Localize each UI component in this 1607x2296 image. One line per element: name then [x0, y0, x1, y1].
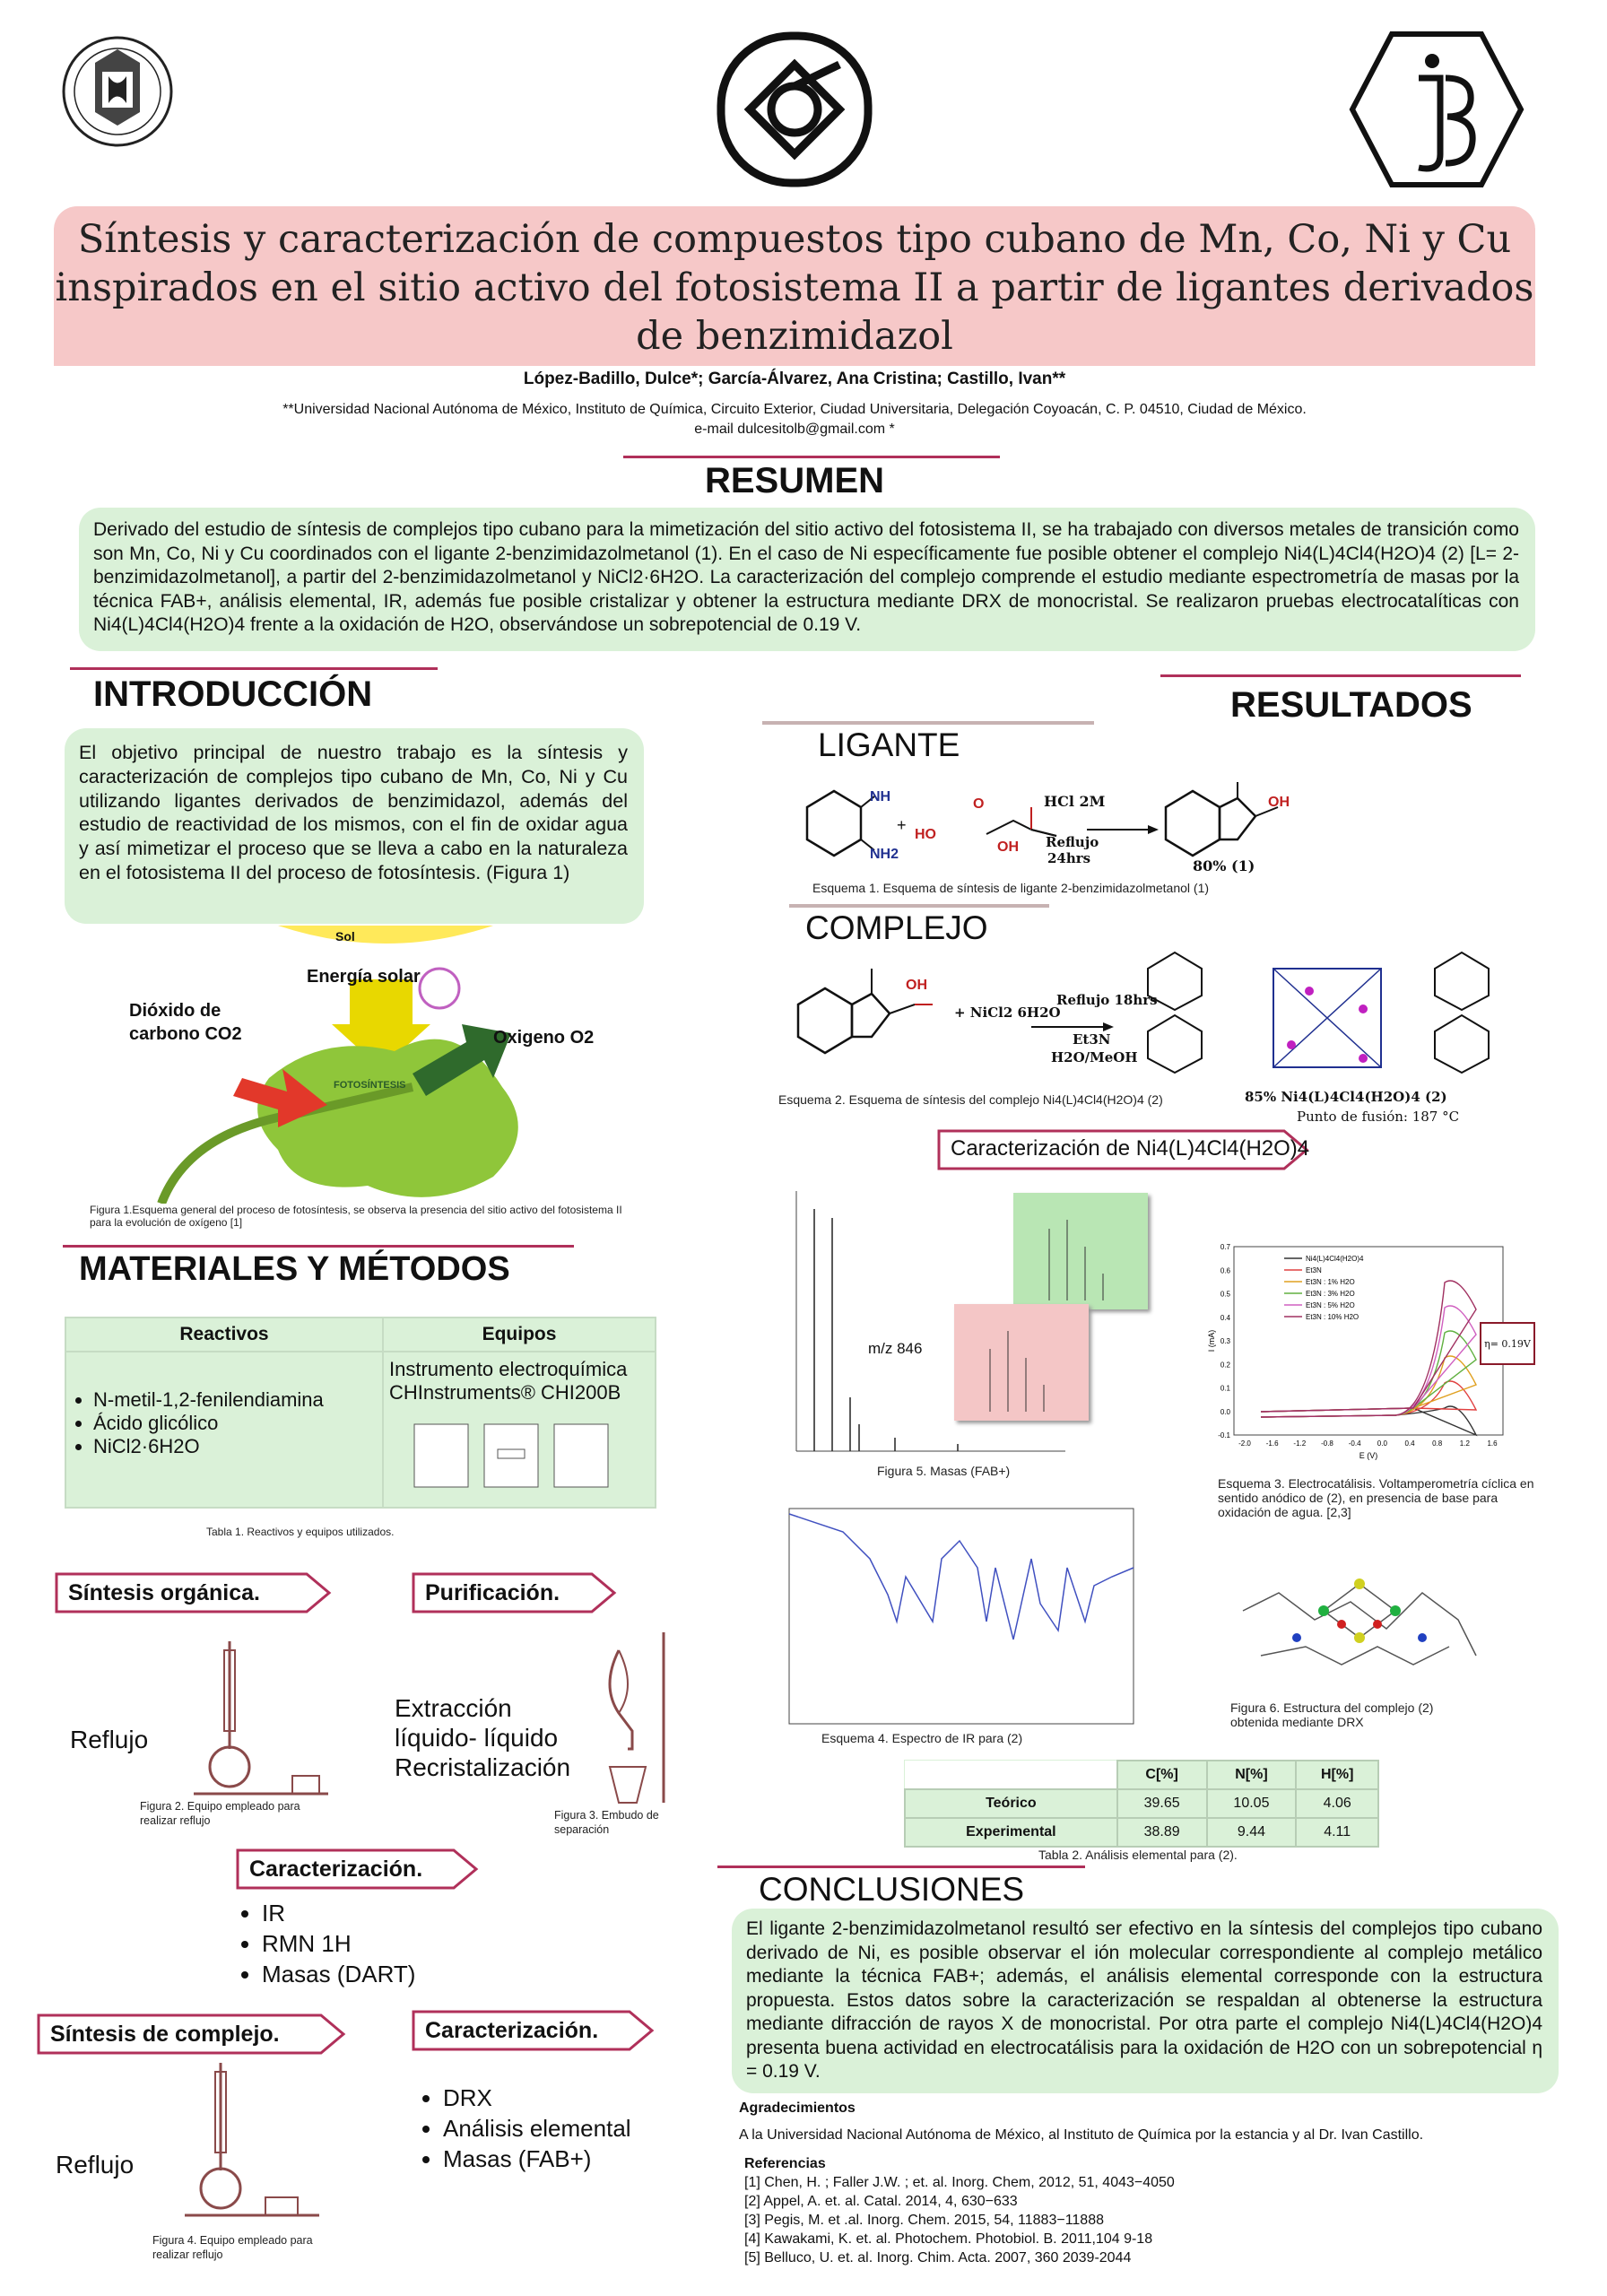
- ms-inset-green: [1013, 1193, 1148, 1309]
- figure5-caption: Figura 5. Masas (FAB+): [877, 1464, 1011, 1478]
- cv-curve: [1261, 1381, 1476, 1417]
- scheme1-cond1: Reflujo: [1046, 834, 1099, 850]
- scheme1-reagent: HCl 2M: [1044, 793, 1106, 810]
- caracterizacion-ni-label: [936, 1128, 1311, 1171]
- purif-item: Recristalización: [395, 1753, 571, 1781]
- equipo-line-2: CHInstruments® CHI200B: [389, 1381, 621, 1404]
- cv-legend-label: Et3N : 1% H2O: [1306, 1278, 1355, 1286]
- reference-item: [1] Chen, H. ; Faller J.W. ; et. al. Inorg. Chem, 2012, 51, 4043−4050: [744, 2175, 1175, 2190]
- affiliation: **Universidad Nacional Autónoma de México, Instituto de Química, Circuito Exterior, Ciudad Universitaria, Delegación Coyoacán, C. P. 04510, Ciudad de México.: [282, 402, 1307, 417]
- purificacion-label: [411, 1571, 619, 1614]
- figure6-caption: Figura 6. Estructura del complejo (2) obtenida mediante DRX: [1230, 1700, 1434, 1729]
- scheme1-nh2: NH2: [870, 847, 899, 862]
- elem-cell: Experimental: [905, 1818, 1117, 1847]
- elem-cell: 39.65: [1117, 1789, 1207, 1818]
- complex-synthesis-scheme: [789, 942, 1533, 1094]
- divider-line: [1160, 674, 1521, 677]
- authors: López-Badillo, Dulce*; García-Álvarez, Ana Cristina; Castillo, Ivan**: [523, 370, 1066, 388]
- elem-cell: 4.06: [1296, 1789, 1378, 1818]
- complejo-bar: [789, 904, 1049, 908]
- conclusiones-text: El ligante 2-benzimidazolmetanol resultó ser efectivo en la síntesis del complejos tipo cubano derivado de Ni, es posible observar el ión molecular correspondiente al complejo metálico mediante la técnica FAB+; además, el análisis elemental corresponde con la estructura propuesta. Estos datos sobre la caracterización se respaldan al obtenerse la estructura mediante difracción de rayos X de monocristal. Por otra parte el complejo Ni4(L)4Cl4(H2O)4 presenta buena actividad en electrocatálisis para la oxidación de H2O con un sobrepotencial η = 0.19 V.: [746, 1918, 1542, 2082]
- agradecimientos-heading: Agradecimientos: [739, 2100, 856, 2116]
- scheme2-yield: 85% Ni4(L)4Cl4(H2O)4 (2): [1245, 1089, 1447, 1105]
- cv-ylabel: I (mA): [1207, 1329, 1216, 1352]
- conclusiones-heading: CONCLUSIONES: [759, 1871, 1025, 1908]
- reflux-apparatus-icon: [167, 2063, 328, 2224]
- cv-legend-label: Ni4(L)4Cl4(H2O)4: [1306, 1255, 1364, 1263]
- cv-xtick: -1.6: [1265, 1439, 1279, 1448]
- caract-item: • Masas (FAB+): [443, 2144, 631, 2174]
- referencias-heading: Referencias: [744, 2156, 826, 2171]
- elem-cell: 10.05: [1207, 1789, 1297, 1818]
- divider-line: [70, 667, 438, 670]
- elem-cell: 38.89: [1117, 1818, 1207, 1847]
- title-line-2: inspirados en el sitio activo del fotosistema II a partir de ligantes derivados: [55, 265, 1534, 310]
- fotosintesis-label: FOTOSÍNTESIS: [334, 1080, 406, 1091]
- cv-xtick: 1.2: [1459, 1439, 1470, 1448]
- elem-header: N[%]: [1207, 1761, 1297, 1789]
- cv-xlabel: E (V): [1359, 1451, 1378, 1460]
- title-line-3: de benzimidazol: [636, 314, 953, 359]
- figure2-caption: Figura 2. Equipo empleado para realizar reflujo: [140, 1800, 300, 1827]
- cv-ytick: 0.6: [1220, 1266, 1230, 1275]
- agradecimientos-text: A la Universidad Nacional Autónoma de México, al Instituto de Química por la estancia y al Dr. Ivan Castillo.: [739, 2127, 1424, 2143]
- reflujo-label-1: Reflujo: [70, 1726, 149, 1753]
- col-equipos: Equipos: [383, 1318, 656, 1352]
- ms-inset-pink: [954, 1304, 1089, 1421]
- sol-label: Sol: [335, 929, 355, 944]
- cv-legend-label: Et3N : 10% H2O: [1306, 1313, 1359, 1321]
- email: e-mail dulcesitolb@gmail.com *: [694, 422, 895, 437]
- introduccion-text: El objetivo principal de nuestro trabajo es la síntesis y caracterización de complejos tipo cubano de Mn, Co, Ni y Cu utilizando ligantes derivados de benzimidazol, además del estudio de reactividad de los mismos, con el fin de oxidar agua y así mimetizar el proceso que se lleva a cabo en la naturaleza en el fotosistema II del proceso de fotosíntesis. (Figura 1): [79, 742, 628, 883]
- scheme1-yield: 80% (1): [1193, 857, 1255, 874]
- esquema1-caption: Esquema 1. Esquema de síntesis de ligante 2-benzimidazolmetanol (1): [812, 881, 1210, 895]
- divider-line: [717, 1866, 1085, 1868]
- figure3-caption: Figura 3. Embudo de separación: [554, 1809, 659, 1836]
- scheme1-product-oh: OH: [1268, 795, 1290, 810]
- resultados-heading: RESULTADOS: [1230, 685, 1472, 725]
- drx-structure-image: [1225, 1557, 1494, 1692]
- reflux-apparatus-icon: [176, 1641, 337, 1803]
- cv-curve: [1261, 1331, 1476, 1417]
- title-line-1: Síntesis y caracterización de compuestos tipo cubano de Mn, Co, Ni y Cu: [77, 217, 1512, 262]
- elem-header: H[%]: [1296, 1761, 1378, 1789]
- purif-item: líquido- líquido: [395, 1724, 559, 1752]
- cv-legend-label: Et3N : 5% H2O: [1306, 1301, 1355, 1309]
- elem-cell: 4.11: [1296, 1818, 1378, 1847]
- scheme2-oh: OH: [906, 978, 927, 993]
- scheme2-mp: Punto de fusión: 187 °C: [1297, 1109, 1460, 1125]
- divider-line: [623, 456, 1000, 458]
- elem-header: [905, 1761, 1117, 1789]
- ligante-heading: LIGANTE: [818, 726, 960, 763]
- cv-xtick: -0.4: [1348, 1439, 1361, 1448]
- oxigeno-label: Oxigeno O2: [493, 1028, 595, 1048]
- caract-item: • IR: [262, 1898, 415, 1928]
- iq-logo-icon: [714, 29, 875, 190]
- cv-ytick: 0.7: [1220, 1243, 1230, 1251]
- sintesis-complejo-label: [36, 2013, 348, 2056]
- ir-spectrum-chart: [762, 1505, 1139, 1740]
- cv-ytick: -0.1: [1218, 1431, 1230, 1439]
- table2-caption: Tabla 2. Análisis elemental para (2).: [1038, 1848, 1238, 1862]
- caracterizacion-label-2: [411, 2009, 656, 2052]
- sintesis-organica-text: Síntesis orgánica.: [68, 1580, 260, 1605]
- potentiostat-drawing: [413, 1422, 649, 1500]
- scheme1-ho: HO: [915, 827, 936, 842]
- jb-logo-icon: [1347, 29, 1526, 190]
- table-row: [905, 1818, 1378, 1847]
- caracterizacion-label-1: [235, 1848, 481, 1891]
- scheme2-et3n: Et3N: [1073, 1031, 1111, 1048]
- cv-xtick: -0.8: [1321, 1439, 1333, 1448]
- reflujo-label-2: Reflujo: [56, 2151, 135, 2179]
- cv-frame: [1234, 1247, 1503, 1435]
- reagents-table: [65, 1317, 656, 1509]
- cv-xtick: 0.8: [1432, 1439, 1443, 1448]
- elemental-table: [904, 1760, 1379, 1848]
- caracterizacion-text-1: Caracterización.: [249, 1857, 423, 1882]
- complejo-heading: COMPLEJO: [805, 909, 988, 946]
- reference-item: [3] Pegis, M. et .al. Inorg. Chem. 2015, 54, 11883−11888: [744, 2213, 1104, 2228]
- cv-ytick: 0.0: [1220, 1407, 1230, 1416]
- scheme2-nicl2: + NiCl2 6H2O: [954, 1004, 1061, 1021]
- cv-xtick: 0.0: [1377, 1439, 1387, 1448]
- materiales-heading: MATERIALES Y MÉTODOS: [79, 1250, 510, 1288]
- elem-cell: Teórico: [905, 1789, 1117, 1818]
- reference-item: [4] Kawakami, K. et. al. Photochem. Photobiol. B. 2011,104 9-18: [744, 2231, 1153, 2247]
- purif-item: Extracción: [395, 1694, 512, 1722]
- scheme1-plus: +: [897, 816, 907, 834]
- caract2-list: [421, 2083, 631, 2174]
- esquema3-caption: Esquema 3. Electrocatálisis. Voltamperometría cíclica en sentido anódico de (2), en presencia de base para oxidación de agua. [2,3]: [1218, 1476, 1534, 1519]
- purificacion-list: [395, 1693, 570, 1782]
- scheme1-nh: NH: [870, 789, 891, 804]
- introduccion-heading: INTRODUCCIÓN: [93, 674, 373, 714]
- table-row: [905, 1789, 1378, 1818]
- reactivo-item: • Ácido glicólico: [93, 1412, 377, 1435]
- elem-cell: 9.44: [1207, 1818, 1297, 1847]
- eta-label: η= 0.19V: [1484, 1337, 1531, 1350]
- cv-xtick: -1.2: [1293, 1439, 1307, 1448]
- cv-ytick: 0.1: [1220, 1384, 1230, 1393]
- equipo-line-1: Instrumento electroquímica: [389, 1358, 628, 1380]
- purificacion-text: Purificación.: [425, 1580, 560, 1605]
- resumen-heading: RESUMEN: [704, 461, 885, 500]
- cv-ytick: 0.2: [1220, 1361, 1230, 1370]
- caract-item: • DRX: [443, 2083, 631, 2113]
- cv-xtick: 1.6: [1487, 1439, 1498, 1448]
- sintesis-complejo-text: Síntesis de complejo.: [50, 2022, 280, 2047]
- mz-label: m/z 846: [868, 1340, 923, 1357]
- reactivo-item: • NiCl2·6H2O: [93, 1435, 377, 1458]
- table1-caption: Tabla 1. Reactivos y equipos utilizados.: [206, 1526, 395, 1538]
- cv-xtick: -2.0: [1238, 1439, 1251, 1448]
- elem-header: C[%]: [1117, 1761, 1207, 1789]
- reactivo-item: • N-metil-1,2-fenilendiamina: [93, 1388, 377, 1412]
- caract-item: • RMN 1H: [262, 1928, 415, 1959]
- divider-line: [63, 1245, 574, 1248]
- cv-legend-label: Et3N : 3% H2O: [1306, 1290, 1355, 1298]
- unam-seal-icon: [59, 27, 176, 161]
- eta-box: [1480, 1322, 1535, 1365]
- caracterizacion-ni-text: Caracterización de Ni4(L)4Cl4(H2O)4: [951, 1136, 1310, 1161]
- esquema4-caption: Esquema 4. Espectro de IR para (2): [821, 1731, 1023, 1745]
- caracterizacion-text-2: Caracterización.: [425, 2018, 599, 2043]
- co2-label-2: carbono CO2: [129, 1024, 242, 1044]
- cv-ytick: 0.4: [1220, 1313, 1230, 1322]
- scheme1-oh: OH: [997, 839, 1019, 855]
- caract-item: • Análisis elemental: [443, 2113, 631, 2144]
- ligante-bar: [762, 721, 1094, 725]
- co2-label-1: Dióxido de: [129, 1001, 222, 1021]
- col-reactivos: Reactivos: [65, 1318, 383, 1352]
- scheme2-reagent: Reflujo 18hrs: [1056, 992, 1158, 1008]
- cv-ytick: 0.3: [1220, 1337, 1230, 1345]
- referencias: [744, 2154, 1175, 2267]
- caract-item: • Masas (DART): [262, 1959, 415, 1989]
- scheme2-solv: H2O/MeOH: [1051, 1049, 1138, 1065]
- reference-item: [2] Appel, A. et. al. Catal. 2014, 4, 630−633: [744, 2194, 1018, 2209]
- energia-label: Energía solar: [307, 967, 421, 987]
- reference-item: [5] Belluco, U. et. al. Inorg. Chim. Acta. 2007, 360 2039-2044: [744, 2250, 1132, 2266]
- separatory-funnel-icon: [592, 1632, 682, 1812]
- caract1-list: [240, 1898, 415, 1989]
- cv-ytick: 0.5: [1220, 1290, 1230, 1299]
- resumen-text: Derivado del estudio de síntesis de complejos tipo cubano para la mimetización del sitio activo del fotosistema II, se ha trabajado con diversos metales de transición como son Mn, Co, Ni y Cu coordinados con el ligante 2-benzimidazolmetanol (1). En el caso de Ni específicamente fue posible obtener el complejo Ni4(L)4Cl4(H2O)4 (2) [L= 2-benzimidazolmetanol], a partir del 2-benzimidazolmetanol y NiCl2·6H2O. La caracterización del complejo comprende el estudio mediante espectrometría de masas por la técnica FAB+, análisis elemental, IR, además fue posible cristalizar y obtener la estructura mediante DRX de monocristal. Se realizaron pruebas electrocatalíticas con Ni4(L)4Cl4(H2O)4 frente a la oxidación de H2O, observándose un sobrepotencial de 0.19 V.: [93, 519, 1519, 635]
- esquema2-caption: Esquema 2. Esquema de síntesis del complejo Ni4(L)4Cl4(H2O)4 (2): [778, 1092, 1163, 1107]
- sintesis-organica-label: [54, 1571, 334, 1614]
- scheme1-cond2: 24hrs: [1047, 850, 1091, 866]
- cv-legend-label: Et3N: [1306, 1266, 1322, 1274]
- figure1-caption: Figura 1.Esquema general del proceso de fotosíntesis, se observa la presencia del sitio activo del fotosistema II para la evolución de oxígeno [1]: [90, 1204, 622, 1229]
- scheme1-o: O: [973, 796, 985, 812]
- cv-xtick: 0.4: [1404, 1439, 1415, 1448]
- figure4-caption: Figura 4. Equipo empleado para realizar reflujo: [152, 2234, 313, 2261]
